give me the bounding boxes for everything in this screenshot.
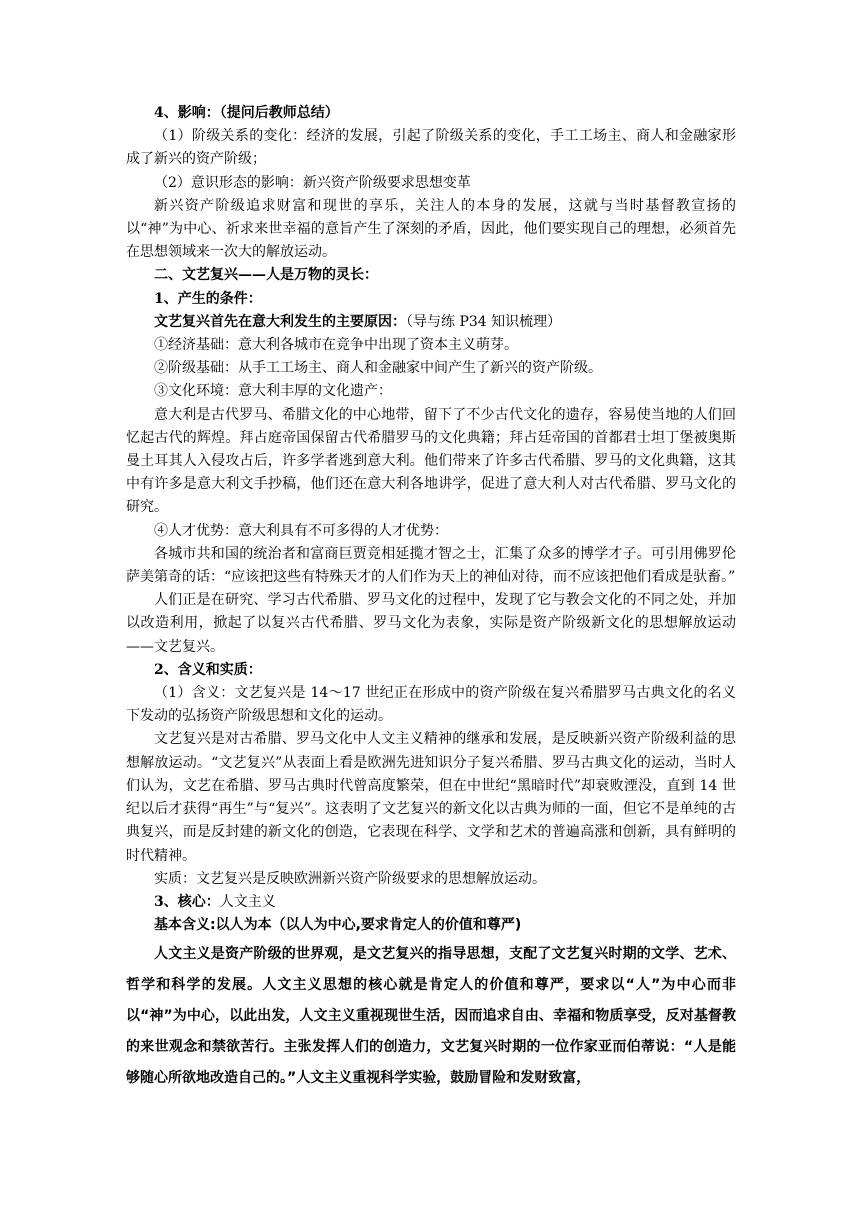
paragraph-ideology: （2）意识形态的影响：新兴资产阶级要求思想变革 xyxy=(154,174,471,191)
paragraph-meaning-detail: 文艺复兴是对古希腊、罗马文化中人文主义精神的继承和发展，是反映新兴资产阶级利益的思想解放运动。“文艺复兴”从表面上看是欧洲先进知识分子复兴希腊、罗马古典文化的运动，当时人们认为，文艺在希腊、罗马古典时代曾高度繁荣，但在中世纪“黑暗时代”却衰败湮没，直到 14 世纪以后才获得“再生”与“复兴”。这表明了文艺复兴的新文化以古典为师的一面，但它不是单纯的古典复兴，而是反封建的新文化的创造，它表现在科学、文学和艺术的普遍高涨和创新，具有鲜明的时代精神。 xyxy=(126,731,736,864)
meaning-heading: 2、含义和实质： xyxy=(154,661,262,678)
core-heading xyxy=(126,891,736,914)
condition-lead xyxy=(126,311,736,334)
paragraph-talent-detail: 各城市共和国的统治者和富商巨贾竞相延揽才智之士，汇集了众多的博学才子。可引用佛罗伦萨美第奇的话：“应该把这些有特殊天才的人们作为天上的神仙对待，而不应该把他们看成是驮畜。” xyxy=(126,545,736,586)
condition-class: ②阶级基础：从手工工场主、商人和金融家中间产生了新兴的资产阶级。 xyxy=(154,360,602,377)
section-4-title: 4、影响： xyxy=(154,105,220,121)
condition-talent: ④人才优势：意大利具有不可多得的人才优势： xyxy=(154,522,448,539)
paragraph-culture-detail: 意大利是古代罗马、希腊文化的中心地带，留下了不少古代文化的遗存，容易使当地的人们回忆起古代的辉煌。拜占庭帝国保留古代希腊罗马的文化典籍；拜占廷帝国的首都君士坦丁堡被奥斯曼土耳其人入侵攻占后，许多学者逃到意大利。他们带来了许多古代希腊、罗马的文化典籍，这其中有许多是意大利文手抄稿，他们还在意大利各地讲学，促进了意大利人对古代希腊、罗马文化的研究。 xyxy=(126,406,736,516)
core-basic-meaning: 基本含义:以人为本（以人为中心,要求肯定人的价值和尊严) xyxy=(154,917,522,934)
paragraph-summary: 人们正是在研究、学习古代希腊、罗马文化的过程中，发现了它与教会文化的不同之处，并加以改造利用，掀起了以复兴古代希腊、罗马文化为表象，实际是资产阶级新文化的思想解放运动——文艺复兴。 xyxy=(126,592,736,655)
part-2-heading: 二、文艺复兴——人是万物的灵长： xyxy=(154,267,378,284)
condition-reference: （导与练 P34 知识梳理） xyxy=(406,313,562,330)
paragraph-bourgeoisie: 新兴资产阶级追求财富和现世的享乐，关注人的本身的发展，这就与当时基督教宣扬的以“神”为中心、祈求来世幸福的意旨产生了深刻的矛盾，因此，他们要实现自己的理想，必须首先在思想领域来一次大的解放运动。 xyxy=(126,197,736,261)
condition-culture: ③文化环境：意大利丰厚的文化遗产： xyxy=(154,383,392,400)
condition-heading: 1、产生的条件： xyxy=(154,290,262,307)
paragraph-meaning: （1）含义：文艺复兴是 14～17 世纪正在形成中的资产阶级在复兴希腊罗马古典文化的名义下发动的弘扬资产阶级思想和文化的运动。 xyxy=(126,685,736,725)
core-title-value: 人文主义 xyxy=(219,893,276,910)
paragraph-essence: 实质：文艺复兴是反映欧洲新兴资产阶级要求的思想解放运动。 xyxy=(154,870,546,887)
condition-lead-text: 文艺复兴首先在意大利发生的主要原因： xyxy=(154,313,406,330)
condition-economy: ①经济基础：意大利各城市在竞争中出现了资本主义萌芽。 xyxy=(154,337,518,354)
paragraph-humanism: 人文主义是资产阶级的世界观，是文艺复兴的指导思想，支配了文艺复兴时期的文学、艺术、哲学和科学的发展。人文主义思想的核心就是肯定人的价值和尊严，要求以“人”为中心而非以“神”为中心，以此出发，人文主义重视现世生活，因而追求自由、幸福和物质享受，反对基督教的来世观念和禁欲苦行。主张发挥人们的创造力，文艺复兴时期的一位作家亚而伯蒂说：“人是能够随心所欲地改造自己的。”人文主义重视科学实验，鼓励冒险和发财致富， xyxy=(126,946,736,1087)
core-title: 3、核心： xyxy=(154,893,220,910)
section-4-note: （提问后教师总结） xyxy=(219,105,339,121)
paragraph-class-change: （1）阶级关系的变化：经济的发展，引起了阶级关系的变化，手工工场主、商人和金融家形成了新兴的资产阶级； xyxy=(126,128,736,168)
document-body xyxy=(126,102,736,1094)
section-4-heading xyxy=(126,102,736,125)
